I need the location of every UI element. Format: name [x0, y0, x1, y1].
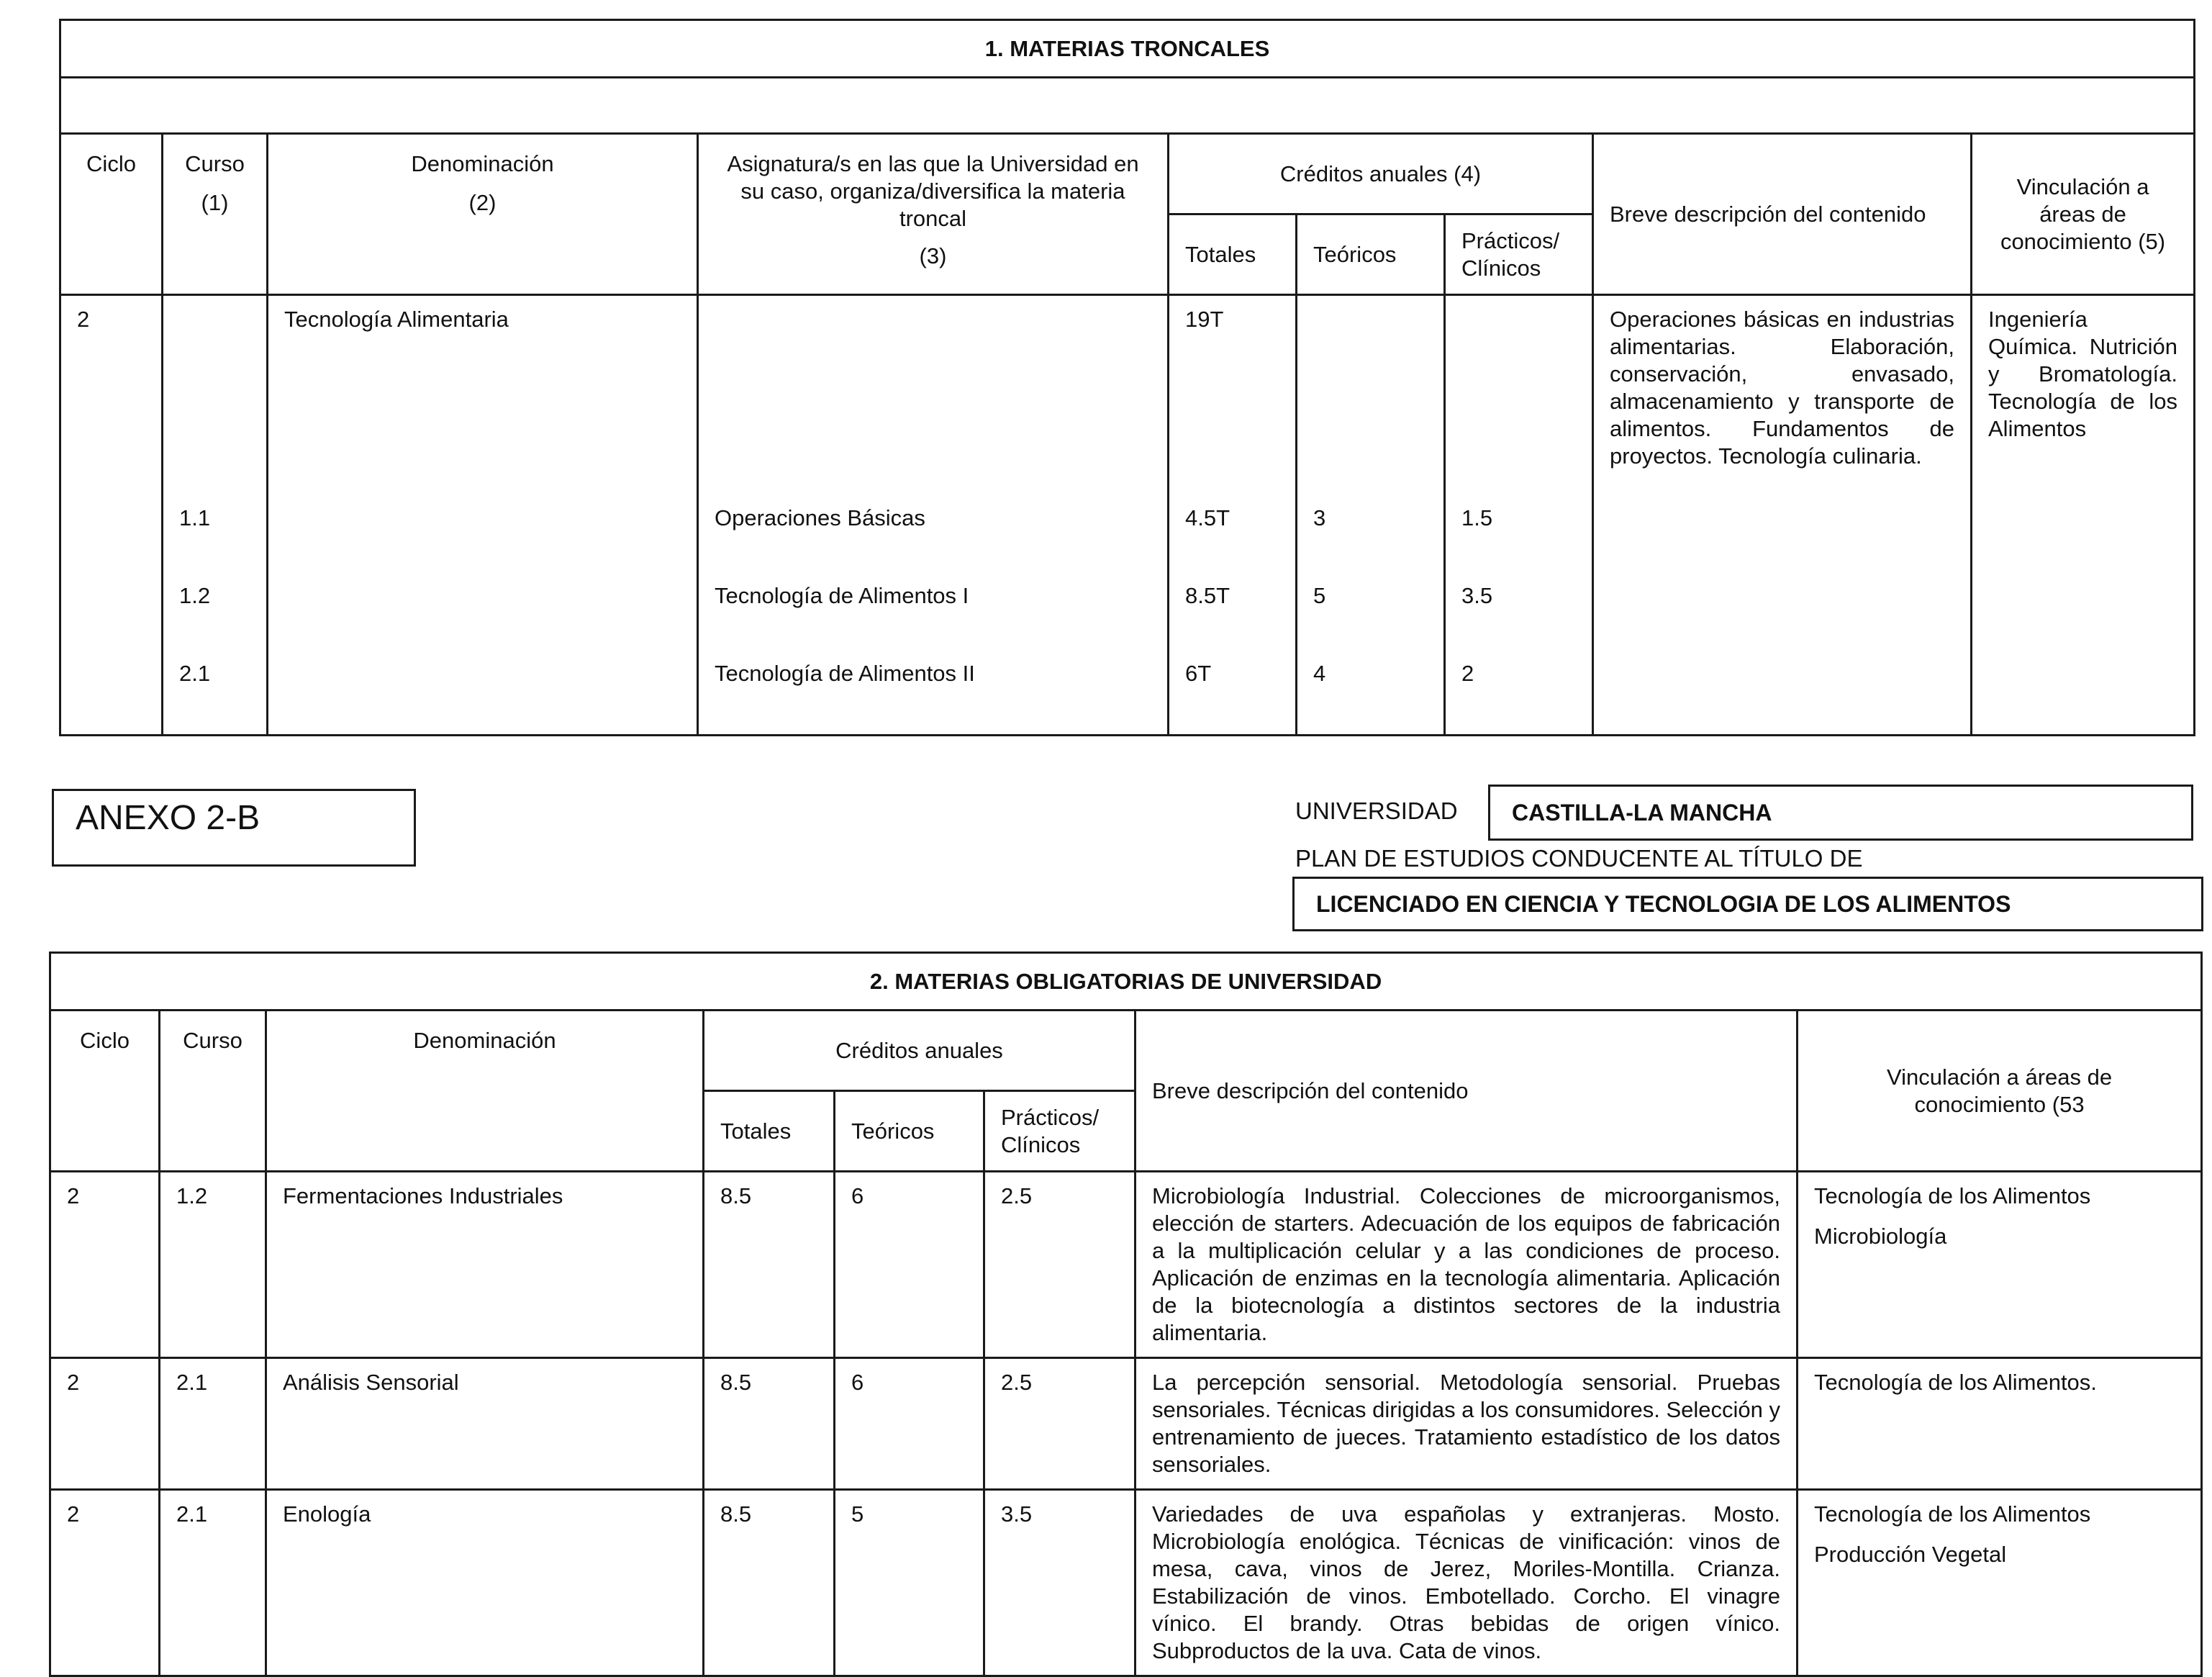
- th-vinculacion: Vinculación a áreas de conocimiento (5): [1972, 134, 2195, 295]
- vinculacion-area: Tecnología de los Alimentos: [1814, 1501, 2091, 1527]
- sub-practicos: 2: [1461, 661, 1474, 686]
- sub-teoricos: 3: [1313, 505, 1326, 530]
- cell-ciclo: 2: [50, 1172, 160, 1358]
- cell-curso: 2.1: [160, 1358, 266, 1490]
- cell-teoricos: 5: [835, 1490, 984, 1676]
- th2-totales: Totales: [704, 1091, 835, 1172]
- sub-practicos: 1.5: [1461, 505, 1493, 530]
- th-totales: Totales: [1169, 214, 1297, 295]
- obligatorias-table: [49, 951, 2203, 1677]
- row-vinculacion: Ingeniería Química. Nutrición y Bromatología. Tecnología de los Alimentos: [1972, 295, 2195, 736]
- troncales-title: 1. MATERIAS TRONCALES: [60, 20, 2195, 78]
- th2-denominacion: Denominación: [266, 1011, 704, 1172]
- cell-totales: 8.5: [704, 1358, 835, 1490]
- obligatorias-title: 2. MATERIAS OBLIGATORIAS DE UNIVERSIDAD: [50, 953, 2202, 1011]
- table-row: [50, 1358, 2202, 1490]
- th-asignatura: Asignatura/s en las que la Universidad en su caso, organiza/diversifica la materia troncal (3): [698, 134, 1169, 295]
- th-descripcion: Breve descripción del contenido: [1593, 134, 1972, 295]
- row-denominacion: Tecnología Alimentaria: [268, 295, 698, 736]
- th-denominacion: Denominación (2): [268, 134, 698, 295]
- sub-teoricos: 4: [1313, 661, 1326, 686]
- row-curso-col: [163, 295, 268, 736]
- th-curso: Curso (1): [163, 134, 268, 295]
- cell-ciclo: 2: [50, 1358, 160, 1490]
- row-ciclo: 2: [60, 295, 163, 736]
- cell-descripcion: Microbiología Industrial. Colecciones de microorganismos, elección de starters. Adecuación de los equipos de fabricación a la multiplicación celular y a las condiciones de proceso. Aplicación de enzimas en la tecnología alimentaria. Aplicación de la biotecnología a distintos sectores de la industria alimentaria.: [1136, 1172, 1798, 1358]
- th2-vinculacion: Vinculación a áreas de conocimiento (53: [1798, 1011, 2202, 1172]
- annex-label: ANEXO 2-B: [52, 789, 416, 867]
- cell-totales: 8.5: [704, 1490, 835, 1676]
- cell-descripcion: Variedades de uva españolas y extranjeras. Mosto. Microbiología enológica. Técnicas de vinificación: vinos de mesa, cava, vinos de Jerez, Moriles-Montilla. Crianza. Estabilización de vinos. Embotellado. Corcho. El vinagre vínico. El brandy. Otras bebidas de origen vínico. Subproductos de la uva. Cata de vinos.: [1136, 1490, 1798, 1676]
- sub-totales: 4.5T: [1185, 505, 1230, 530]
- cell-vinculacion: [1798, 1172, 2202, 1358]
- sub-asignatura: Tecnología de Alimentos II: [715, 661, 975, 686]
- vinculacion-area: Microbiología: [1814, 1224, 1947, 1249]
- th2-creditos: Créditos anuales: [704, 1011, 1136, 1091]
- vinculacion-area: Tecnología de los Alimentos.: [1814, 1370, 2097, 1395]
- table-row: [50, 1172, 2202, 1358]
- cell-curso: 2.1: [160, 1490, 266, 1676]
- sub-curso: 1.1: [179, 505, 211, 530]
- row-practicos-col: [1445, 295, 1593, 736]
- plan-label: PLAN DE ESTUDIOS CONDUCENTE AL TÍTULO DE: [1295, 845, 1863, 872]
- th2-practicos: Prácticos/ Clínicos: [984, 1091, 1136, 1172]
- cell-practicos: 2.5: [984, 1358, 1136, 1490]
- universidad-value: CASTILLA-LA MANCHA: [1488, 785, 2193, 841]
- troncales-table: [59, 19, 2195, 736]
- cell-denominacion: Análisis Sensorial: [266, 1358, 704, 1490]
- th-teoricos: Teóricos: [1297, 214, 1445, 295]
- universidad-label: UNIVERSIDAD: [1295, 797, 1458, 824]
- cell-descripcion: La percepción sensorial. Metodología sensorial. Pruebas sensoriales. Técnicas dirigidas a los consumidores. Selección y entrenamiento de jueces. Tratamiento estadístico de los datos sensoriales.: [1136, 1358, 1798, 1490]
- main-totales: 19T: [1185, 307, 1224, 332]
- th2-teoricos: Teóricos: [835, 1091, 984, 1172]
- vinculacion-area: Tecnología de los Alimentos: [1814, 1183, 2091, 1208]
- sub-totales: 6T: [1185, 661, 1212, 686]
- cell-totales: 8.5: [704, 1172, 835, 1358]
- cell-teoricos: 6: [835, 1172, 984, 1358]
- cell-practicos: 2.5: [984, 1172, 1136, 1358]
- cell-curso: 1.2: [160, 1172, 266, 1358]
- th2-curso: Curso: [160, 1011, 266, 1172]
- th-creditos: Créditos anuales (4): [1169, 134, 1593, 214]
- sub-curso: 2.1: [179, 661, 211, 686]
- table-row: [50, 1490, 2202, 1676]
- cell-denominacion: Fermentaciones Industriales: [266, 1172, 704, 1358]
- sub-teoricos: 5: [1313, 583, 1326, 608]
- th-ciclo: Ciclo: [60, 134, 163, 295]
- sub-practicos: 3.5: [1461, 583, 1493, 608]
- cell-teoricos: 6: [835, 1358, 984, 1490]
- cell-denominacion: Enología: [266, 1490, 704, 1676]
- vinculacion-area: Producción Vegetal: [1814, 1542, 2007, 1567]
- row-teoricos-col: [1297, 295, 1445, 736]
- troncales-blank-row: [60, 78, 2195, 134]
- cell-ciclo: 2: [50, 1490, 160, 1676]
- titulo-value: LICENCIADO EN CIENCIA Y TECNOLOGIA DE LOS ALIMENTOS: [1292, 877, 2203, 931]
- th2-ciclo: Ciclo: [50, 1011, 160, 1172]
- sub-asignatura: Operaciones Básicas: [715, 505, 925, 530]
- row-descripcion: Operaciones básicas en industrias alimentarias. Elaboración, conservación, envasado, almacenamiento y transporte de alimentos. Fundamentos de proyectos. Tecnología culinaria.: [1593, 295, 1972, 736]
- sub-asignatura: Tecnología de Alimentos I: [715, 583, 969, 608]
- cell-practicos: 3.5: [984, 1490, 1136, 1676]
- row-asignatura-col: [698, 295, 1169, 736]
- th2-descripcion: Breve descripción del contenido: [1136, 1011, 1798, 1172]
- sub-totales: 8.5T: [1185, 583, 1230, 608]
- cell-vinculacion: [1798, 1358, 2202, 1490]
- row-totales-col: [1169, 295, 1297, 736]
- th-practicos: Prácticos/ Clínicos: [1445, 214, 1593, 295]
- cell-vinculacion: [1798, 1490, 2202, 1676]
- sub-curso: 1.2: [179, 583, 211, 608]
